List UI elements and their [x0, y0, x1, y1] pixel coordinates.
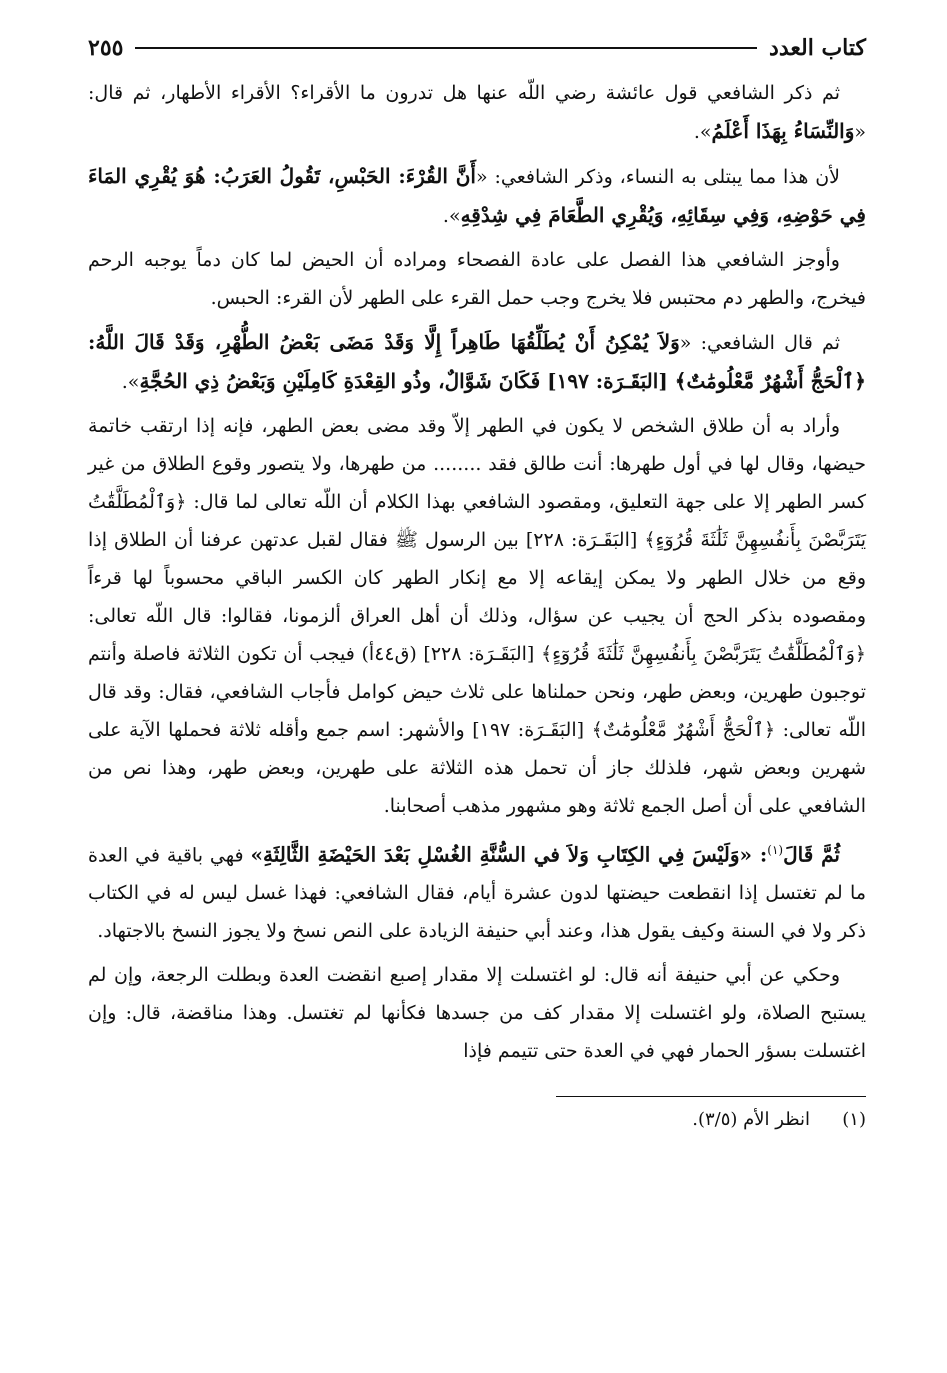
- paragraph-4: [88, 323, 866, 401]
- paragraph-tail: ».: [121, 371, 140, 393]
- footnote-number: (١): [842, 1109, 866, 1131]
- paragraph-text: ثم ذكر الشافعي قول عائشة رضي اللّه عنها هل تدرون ما الأقراء؟ الأقراء الأطهار، ثم قال: «: [88, 82, 866, 143]
- header-title: كتاب العدد: [769, 35, 866, 61]
- paragraph-text: وحكي عن أبي حنيفة أنه قال: لو اغتسلت إلا مقدار إصبع انقضت العدة وبطلت الرجعة، وإن لم يستبح الصلاة، ولو اغتسلت إلا مقدار كف من جسدها فكأنها لم تغتسل. وهذا مناقضة، قال: وإن اغتسلت بسؤر الحمار فهي في العدة حتى تتيمم فإذا: [88, 964, 866, 1063]
- footnote-marker: (١): [767, 843, 784, 857]
- paragraph-tail: ».: [442, 205, 461, 227]
- quoted-text: أَنَّ القُرْءَ: الحَبْسِ، تَقُولُ العَرَبُ: هُوَ يُقْرِي المَاءَ فِي حَوْضِهِ، وَفِي سِقَائِهِ، وَيُقْرِي الطَّعَامَ فِي شِدْقِهِ: [88, 164, 866, 227]
- page-number: ٢٥٥: [88, 35, 124, 61]
- paragraph-2: [88, 157, 866, 235]
- quoted-text: : «وَلَيْسَ فِي الكِتَابِ وَلاَ في السُّنَّةِ الغُسْلِ بَعْدَ الحَيْضَةِ الثَّالِثَةِ»: [250, 842, 768, 867]
- paragraph-5: [88, 407, 866, 825]
- header-rule: [135, 47, 757, 49]
- quoted-text: وَلاَ يُمْكِنُ أَنْ يُطَلِّقُهَا طَاهِراً إِلَّا وَقَدْ مَضَى بَعْضُ الطُّهْرِ، وَقَدْ قَالَ اللَّهُ: ﴿ٱلْحَجُّ أَشْهُرٌ مَّعْلُومَٰتٌ﴾ [البَقَـرَة: ١٩٧] فَكَانَ شَوَّالٌ، وذُو القِعْدَةِ كَامِلَيْنِ وَبَعْضُ ذِي الحُجَّةِ: [88, 330, 866, 393]
- paragraph-text: ثم قال الشافعي: «: [679, 332, 840, 354]
- quoted-lead: ثُمَّ قَالَ: [783, 842, 840, 867]
- paragraph-7: [88, 956, 866, 1070]
- paragraph-6: [88, 831, 866, 950]
- footnote-text: انظر الأم (٣/٥).: [692, 1109, 810, 1131]
- paragraph-1: [88, 74, 866, 151]
- quoted-text: وَالنِّسَاءُ بِهَذَا أَعْلَمُ: [711, 119, 855, 143]
- paragraph-3: [88, 241, 866, 317]
- paragraph-text: وأراد به أن طلاق الشخص لا يكون في الطهر إلاّ وقد مضى بعض الطهر، فإنه إذا ارتقب خاتمة حيضها، وقال لها في أول طهرها: أنت طالق فقد ........ من طهرها، ولا يتصور وقوع الطلاق من غير كسر الطهر إلا على جهة التعليق، ومقصود الشافعي بهذا الكلام أن اللّه تعالى لما قال: ﴿وَٱلْمُطَلَّقَٰتُ يَتَرَبَّصْنَ بِأَنفُسِهِنَّ ثَلَٰثَةَ قُرُوٓءٍ﴾ [البَقَـرَة: ٢٢٨] بين الرسول ﷺ فقال لقبل عدتهن عرفنا أن الطلاق إذا وقع من خلال الطهر ولا يمكن إيقاعه إلا مع إنكار الطهر كان الكسر الباقي محسوباً لها قرءاً ومقصوده بذكر الحج أن يجيب عن سؤال، وذلك أن أهل العراق ألزمونا، فقالوا: قال اللّه تعالى: ﴿وَٱلْمُطَلَّقَٰتُ يَتَرَبَّصْنَ بِأَنفُسِهِنَّ ثَلَٰثَةَ قُرُوٓءٍ﴾ [البَقَـرَة: ٢٢٨] (ق٤٤أ) فيجب أن تكون الثلاثة فاصلة وأنتم توجبون طهرين، وبعض طهر، ونحن حملناها على ثلاث حيض كوامل فأجاب الشافعي، فقال: وقد قال اللّه تعالى: ﴿ٱلْحَجُّ أَشْهُرٌ مَّعْلُومَٰتٌ﴾ [البَقَـرَة: ١٩٧] والأشهر: اسم جمع وأقله ثلاثة فحملها الآية على شهرين وبعض شهر، فلذلك جاز أن تحمل هذه الثلاثة على طهرين، وبعض طهر، وهذا نص من الشافعي على أن أصل الجمع ثلاثة وهو مشهور مذهب أصحابنا.: [88, 415, 866, 817]
- paragraph-tail: ».: [693, 121, 712, 143]
- paragraph-text: لأن هذا مما يبتلى به النساء، وذكر الشافعي: «: [475, 166, 840, 188]
- page: [88, 28, 866, 1135]
- paragraph-text: وأوجز الشافعي هذا الفصل على عادة الفصحاء ومراده أن الحيض لما كان دماً يوجبه الرحم فيخرج، والطهر دم محتبس فلا يخرج وجب حمل القرء على الطهر لأن القرء: الحبس.: [88, 249, 866, 309]
- footnote: [88, 1105, 866, 1135]
- paragraph-tail: فهي باقية في العدة ما لم تغتسل إذا انقطعت حيضتها لدون عشرة أيام، فقال الشافعي: فهذا غسل ليس له في الكتاب ذكر ولا في السنة وكيف يقول هذا، وعند أبي حنيفة الزيادة على النص نسخ ولا يجوز النسخ بالاجتهاد.: [88, 844, 866, 943]
- footnote-rule: [556, 1096, 866, 1097]
- page-header: [88, 28, 866, 68]
